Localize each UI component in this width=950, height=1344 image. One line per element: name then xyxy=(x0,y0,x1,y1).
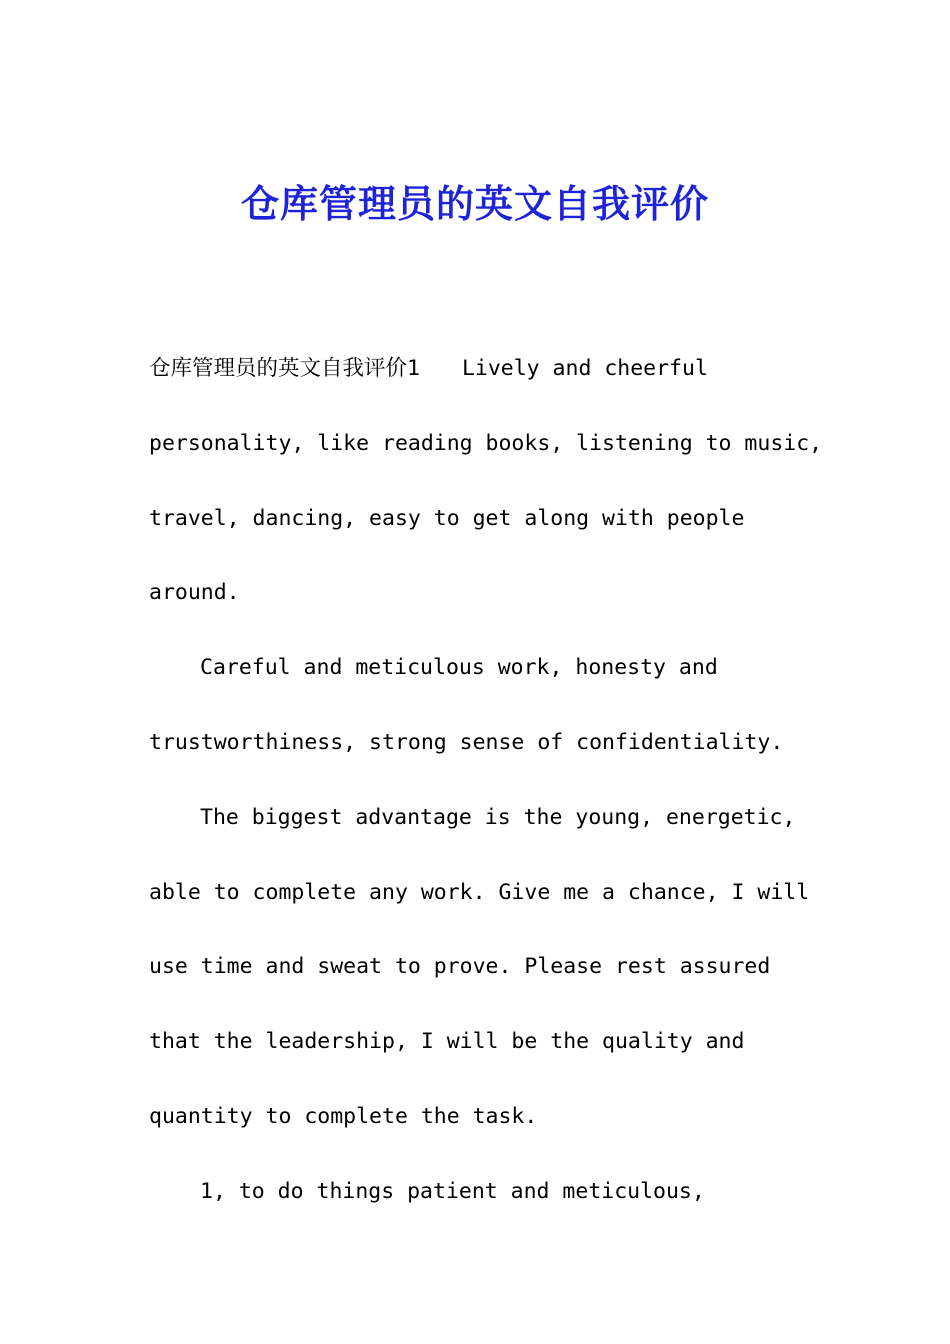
paragraph-1 xyxy=(149,332,829,631)
paragraph-1-text: Lively and cheerful personality, like reading books, listening to music, travel, dancing, easy to get along with people around. xyxy=(149,356,823,606)
paragraph-4: 1, to do things patient and meticulous, xyxy=(200,1178,705,1204)
paragraph-3: The biggest advantage is the young, energetic, able to complete any work. Give me a chance, I will use time and sweat to prove. Please rest assured that the leadership, I will be the quality and quantity to complete the task. xyxy=(149,804,810,1129)
section-heading: 仓库管理员的英文自我评价1 xyxy=(149,356,420,381)
paragraph-2: Careful and meticulous work, honesty and trustworthiness, strong sense of confidentiality. xyxy=(149,655,784,755)
document-body xyxy=(149,332,829,1230)
document-title: 仓库管理员的英文自我评价 xyxy=(240,181,709,226)
